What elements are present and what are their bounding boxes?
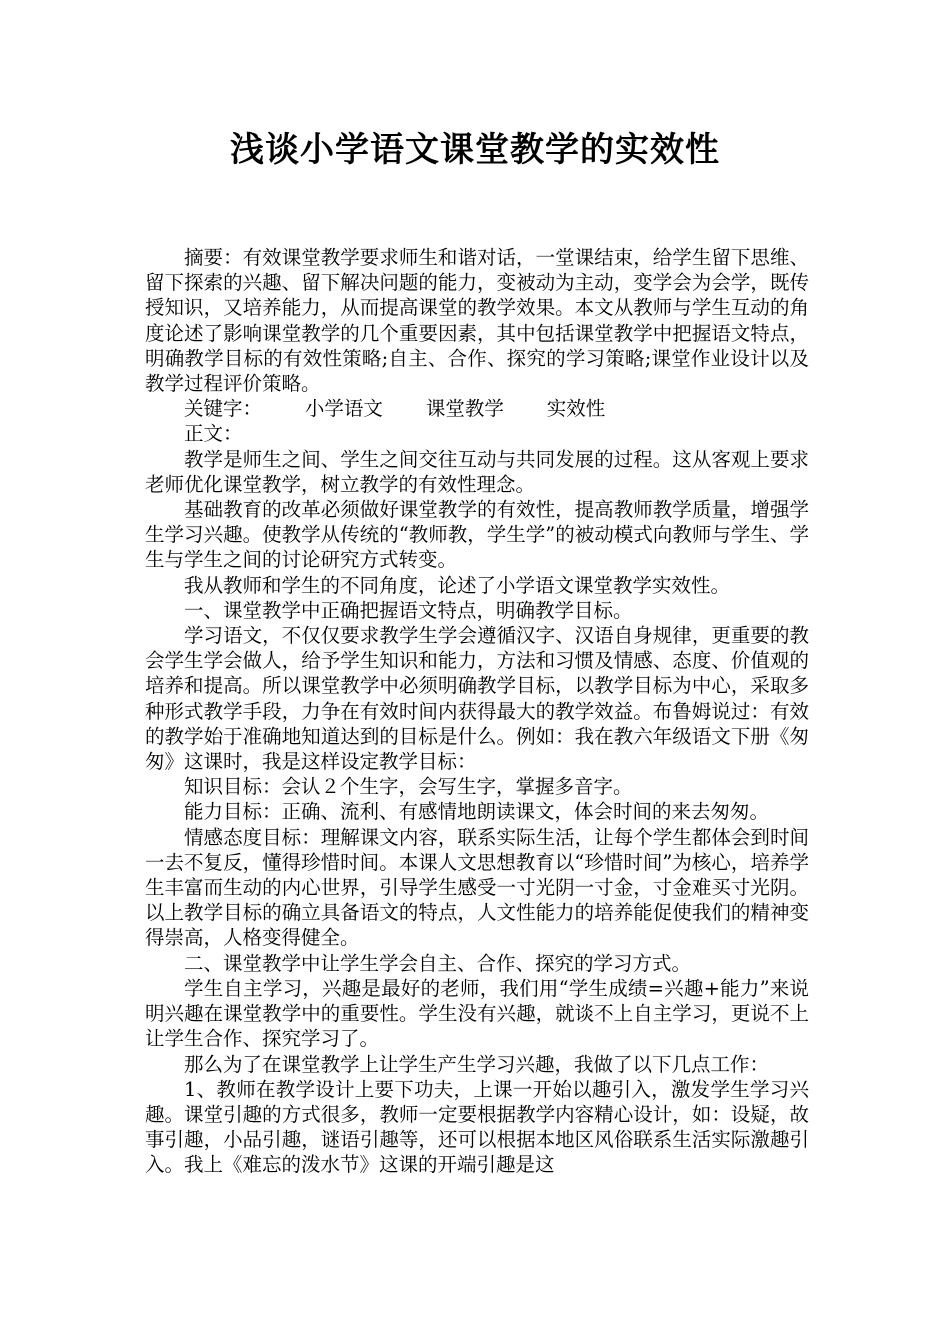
goal-emotion: 情感态度目标：理解课文内容，联系实际生活，让每个学生都体会到时间一去不复反，懂得珍惜时间。本课人文思想教育以“珍惜时间”为核心，培养学生丰富而生动的内心世界，引导学生感受一寸光阴一寸金，寸金难买寸光阴。以上教学目标的确立具备语文的特点，人文性能力的培养能促使我们的精神变得崇高，人格变得健全。 <box>145 825 809 950</box>
document-body <box>145 245 809 1178</box>
document-title: 浅谈小学语文课堂教学的实效性 <box>230 130 720 170</box>
keywords-line <box>145 396 809 421</box>
keyword-item: 实效性 <box>546 397 606 421</box>
section-heading-1: 一、课堂教学中正确把握语文特点，明确教学目标。 <box>184 598 633 622</box>
section-heading-2: 二、课堂教学中让学生学会自主、合作、探究的学习方式。 <box>184 951 692 975</box>
main-text-label: 正文： <box>184 422 243 446</box>
body-paragraph: 那么为了在课堂教学上让学生产生学习兴趣，我做了以下几点工作： <box>184 1052 770 1076</box>
body-paragraph: 我从教师和学生的不同角度，论述了小学语文课堂教学实效性。 <box>184 573 731 597</box>
goal-knowledge: 知识目标：会认２个生字，会写生字，掌握多音字。 <box>184 775 633 799</box>
keywords-label: 关键字： <box>184 397 263 421</box>
body-paragraph: 学生自主学习，兴趣是最好的老师，我们用“学生成绩=兴趣+能力”来说明兴趣在课堂教学中的重要性。学生没有兴趣，就谈不上自主学习，更说不上让学生合作、探究学习了。 <box>145 976 809 1051</box>
keyword-item: 小学语文 <box>304 397 383 421</box>
keyword-item: 课堂教学 <box>425 397 504 421</box>
abstract-paragraph: 摘要：有效课堂教学要求师生和谐对话，一堂课结束，给学生留下思维、留下探索的兴趣、留下解决问题的能力，变被动为主动，变学会为会学，既传授知识，又培养能力，从而提高课堂的教学效果。本文从教师与学生互动的角度论述了影响课堂教学的几个重要因素，其中包括课堂教学中把握语文特点，明确教学目标的有效性策略;自主、合作、探究的学习策略;课堂作业设计以及教学过程评价策略。 <box>145 246 809 396</box>
body-paragraph: 教学是师生之间、学生之间交往互动与共同发展的过程。这从客观上要求老师优化课堂教学，树立教学的有效性理念。 <box>145 447 809 496</box>
body-paragraph: 学习语文，不仅仅要求教学生学会遵循汉字、汉语自身规律，更重要的教会学生学会做人，给予学生知识和能力，方法和习惯及情感、态度、价值观的培养和提高。所以课堂教学中必须明确教学目标，以教学目标为中心，采取多种形式教学手段，力争在有效时间内获得最大的教学效益。布鲁姆说过：有效的教学始于准确地知道达到的目标是什么。例如：我在教六年级语文下册《匆匆》这课时，我是这样设定教学目标： <box>145 624 809 774</box>
goal-ability: 能力目标：正确、流利、有感情地朗读课文，体会时间的来去匆匆。 <box>184 800 770 824</box>
body-paragraph: 基础教育的改革必须做好课堂教学的有效性，提高教师教学质量，增强学生学习兴趣。使教学从传统的“教师教，学生学”的被动模式向教师与学生、学生与学生之间的讨论研究方式转变。 <box>145 498 809 572</box>
body-paragraph: 1、教师在教学设计上要下功夫，上课一开始以趣引入，激发学生学习兴趣。课堂引趣的方式很多，教师一定要根据教学内容精心设计，如：设疑，故事引趣，小品引趣，谜语引趣等，还可以根据本地区风俗联系生活实际激趣引入。我上《难忘的泼水节》这课的开端引趣是这 <box>145 1077 809 1177</box>
